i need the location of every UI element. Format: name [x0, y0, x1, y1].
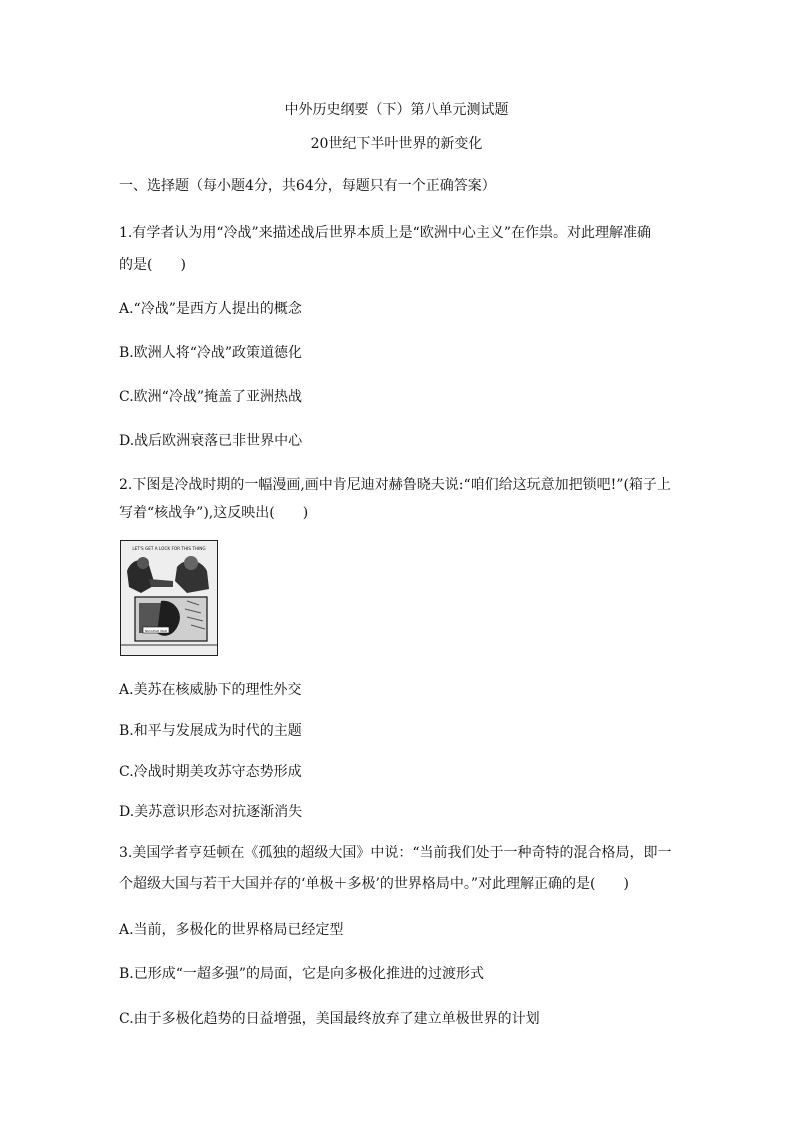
question-1-option-b: B.欧洲人将“冷战”政策道德化 — [119, 345, 303, 361]
question-2-option-b: B.和平与发展成为时代的主题 — [119, 723, 302, 739]
question-3-stem-line-1: 3.美国学者亨廷顿在《孤独的超级大国》中说：“当前我们处于一种奇特的混合格局，即一 — [119, 845, 672, 861]
question-1-option-d: D.战后欧洲衰落已非世界中心 — [119, 433, 303, 449]
cold-war-cartoon-image — [120, 540, 218, 656]
question-3-option-a: A.当前，多极化的世界格局已经定型 — [119, 922, 344, 938]
cartoon-illustration — [121, 541, 217, 655]
question-1-stem-line-2: 的是( ) — [119, 257, 186, 273]
document-title: 中外历史纲要（下）第八单元测试题 — [284, 102, 509, 118]
document-subtitle: 20世纪下半叶世界的新变化 — [310, 136, 483, 152]
question-3-stem-line-2: 个超级大国与若干大国并存的‘单极＋多极’的世界格局中。”对此理解正确的是( ) — [119, 876, 629, 892]
question-2-option-d: D.美苏意识形态对抗逐渐消失 — [119, 804, 303, 820]
svg-text:NUCLEAR WAR: NUCLEAR WAR — [144, 629, 168, 633]
question-2-option-a: A.美苏在核威胁下的理性外交 — [119, 682, 302, 698]
question-3-option-b: B.已形成“一超多强”的局面，它是向多极化推进的过渡形式 — [119, 966, 485, 982]
question-2-stem-line-2: 写着“核战争”),这反映出( ) — [119, 505, 309, 521]
question-3-option-c: C.由于多极化趋势的日益增强，美国最终放弃了建立单极世界的计划 — [119, 1011, 540, 1027]
section-heading: 一、选择题（每小题4分，共64分，每题只有一个正确答案） — [119, 178, 496, 194]
question-2-option-c: C.冷战时期美攻苏守态势形成 — [119, 764, 302, 780]
question-1-option-c: C.欧洲“冷战”掩盖了亚洲热战 — [119, 389, 302, 405]
cartoon-caption: LET'S GET A LOCK FOR THIS THING — [132, 546, 206, 551]
question-1-stem-line-1: 1.有学者认为用“冷战”来描述战后世界本质上是“欧洲中心主义”在作祟。对此理解准确 — [119, 225, 651, 241]
question-2-stem-line-1: 2.下图是冷战时期的一幅漫画,画中肯尼迪对赫鲁晓夫说:“咱们给这玩意加把锁吧!”(箱子上 — [119, 477, 671, 493]
question-1-option-a: A.“冷战”是西方人提出的概念 — [119, 301, 302, 317]
